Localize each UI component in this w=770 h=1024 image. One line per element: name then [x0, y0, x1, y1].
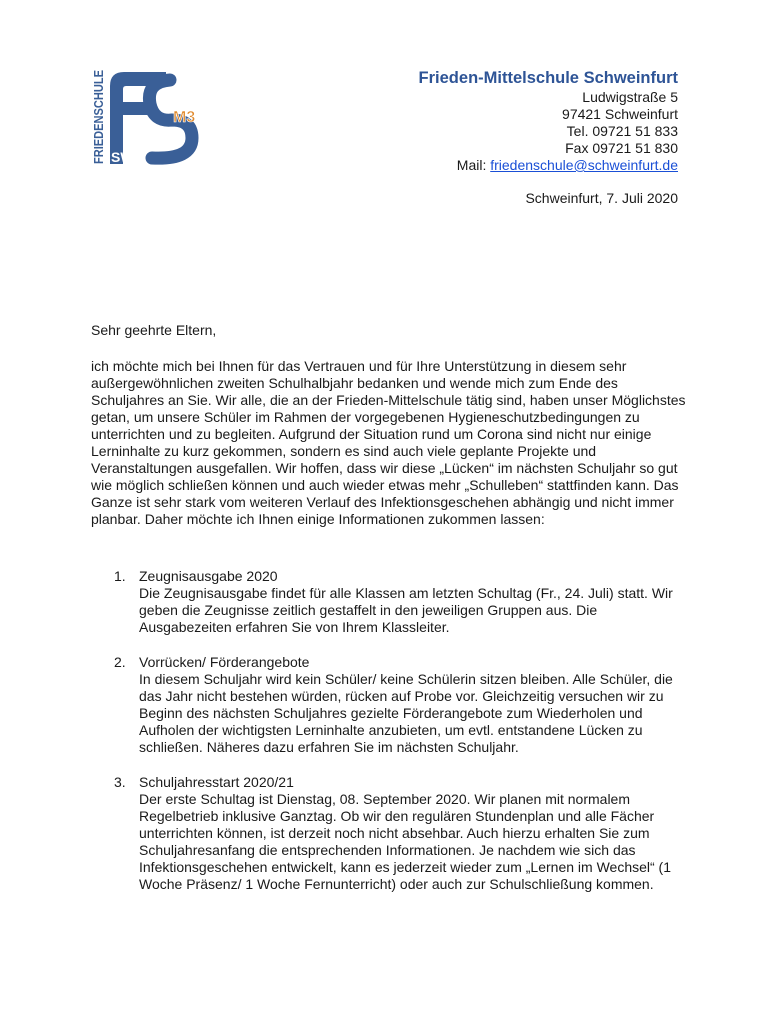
list-item-text: Der erste Schultag ist Dienstag, 08. September 2020. Wir planen mit normalem Regelbetrieb inklusive Ganztag. Ob wir den regulären Stundenplan und alle Fächer unterrichten können, ist derzeit noch nicht absehbar. Auch hierzu erhalten Sie zum Schuljahresanfang die entsprechenden Informationen. Je nachdem wie sich das Infektionsgeschehen entwickelt, kann es jederzeit wieder zum „Lernen im Wechsel“ (1 Woche Präsenz/ 1 Woche Fernunterricht) oder auch zur Schulschließung kommen. — [139, 791, 671, 892]
info-list — [91, 568, 691, 893]
school-phone: Tel. 09721 51 833 — [566, 123, 678, 139]
mail-label: Mail: — [456, 157, 491, 173]
school-logo — [88, 66, 208, 170]
list-item-title: Schuljahresstart 2020/21 — [139, 774, 294, 790]
list-item-number: 3. — [114, 774, 126, 790]
school-city: 97421 Schweinfurt — [562, 106, 678, 122]
salutation: Sehr geehrte Eltern, — [91, 322, 217, 338]
letter-date: Schweinfurt, 7. Juli 2020 — [525, 190, 678, 206]
list-item — [91, 568, 691, 636]
school-mail-line — [419, 157, 678, 174]
letterhead — [419, 68, 678, 174]
list-item-title: Vorrücken/ Förderangebote — [139, 654, 310, 670]
list-item — [91, 654, 691, 756]
logo-vertical-text: FRIEDENSCHULE — [92, 66, 106, 164]
list-item-number: 1. — [114, 568, 126, 584]
mail-link[interactable]: friedenschule@schweinfurt.de — [490, 157, 678, 173]
list-item-number: 2. — [114, 654, 126, 670]
list-item-title: Zeugnisausgabe 2020 — [139, 568, 278, 584]
list-item-text: Die Zeugnisausgabe findet für alle Klassen am letzten Schultag (Fr., 24. Juli) statt. Wir geben die Zeugnisse zeitlich gestaffelt in den jeweiligen Gruppen aus. Die Ausgabezeiten erfahren Sie von Ihrem Klassleiter. — [139, 585, 673, 635]
school-logo-icon — [88, 66, 208, 170]
school-name: Frieden-Mittelschule Schweinfurt — [418, 69, 678, 87]
school-fax: Fax 09721 51 830 — [565, 140, 678, 156]
list-item-text: In diesem Schuljahr wird kein Schüler/ keine Schülerin sitzen bleiben. Alle Schüler, die das Jahr nicht bestehen würden, rücken auf Probe vor. Gleichzeitig versuchen wir zu Beginn des nächsten Schuljahres gezielte Förderangebote zum Wiederholen und Aufholen der wichtigsten Lerninhalte anzubieten, um evtl. entstandene Lücken zu schließen. Näheres dazu erfahren Sie im nächsten Schuljahr. — [139, 671, 673, 755]
logo-m3-text: M3 — [173, 109, 196, 126]
school-street: Ludwigstraße 5 — [582, 89, 678, 105]
intro-paragraph: ich möchte mich bei Ihnen für das Vertrauen und für Ihre Unterstützung in diesem sehr außergewöhnlichen zweiten Schulhalbjahr bedanken und wende mich zum Ende des Schuljahres an Sie. Wir alle, die an der Frieden-Mittelschule tätig sind, haben unser Möglichstes getan, um unsere Schüler im Rahmen der vorgegebenen Hygieneschutzbedingungen zu unterrichten und zu begleiten. Aufgrund der Situation rund um Corona sind nicht nur einige Lerninhalte zu kurz gekommen, sondern es sind auch viele geplante Projekte und Veranstaltungen ausgefallen. Wir hoffen, dass wir diese „Lücken“ im nächsten Schuljahr so gut wie möglich schließen können und auch wieder etwas mehr „Schulleben“ stattfinden kann. Das Ganze ist sehr stark vom weiteren Verlauf des Infektionsgeschehen abhängig und nicht immer planbar. Daher möchte ich Ihnen einige Informationen zukommen lassen: — [91, 358, 686, 527]
letter-body — [91, 322, 691, 911]
list-item — [91, 774, 691, 893]
logo-sw-text: SW — [111, 149, 134, 165]
